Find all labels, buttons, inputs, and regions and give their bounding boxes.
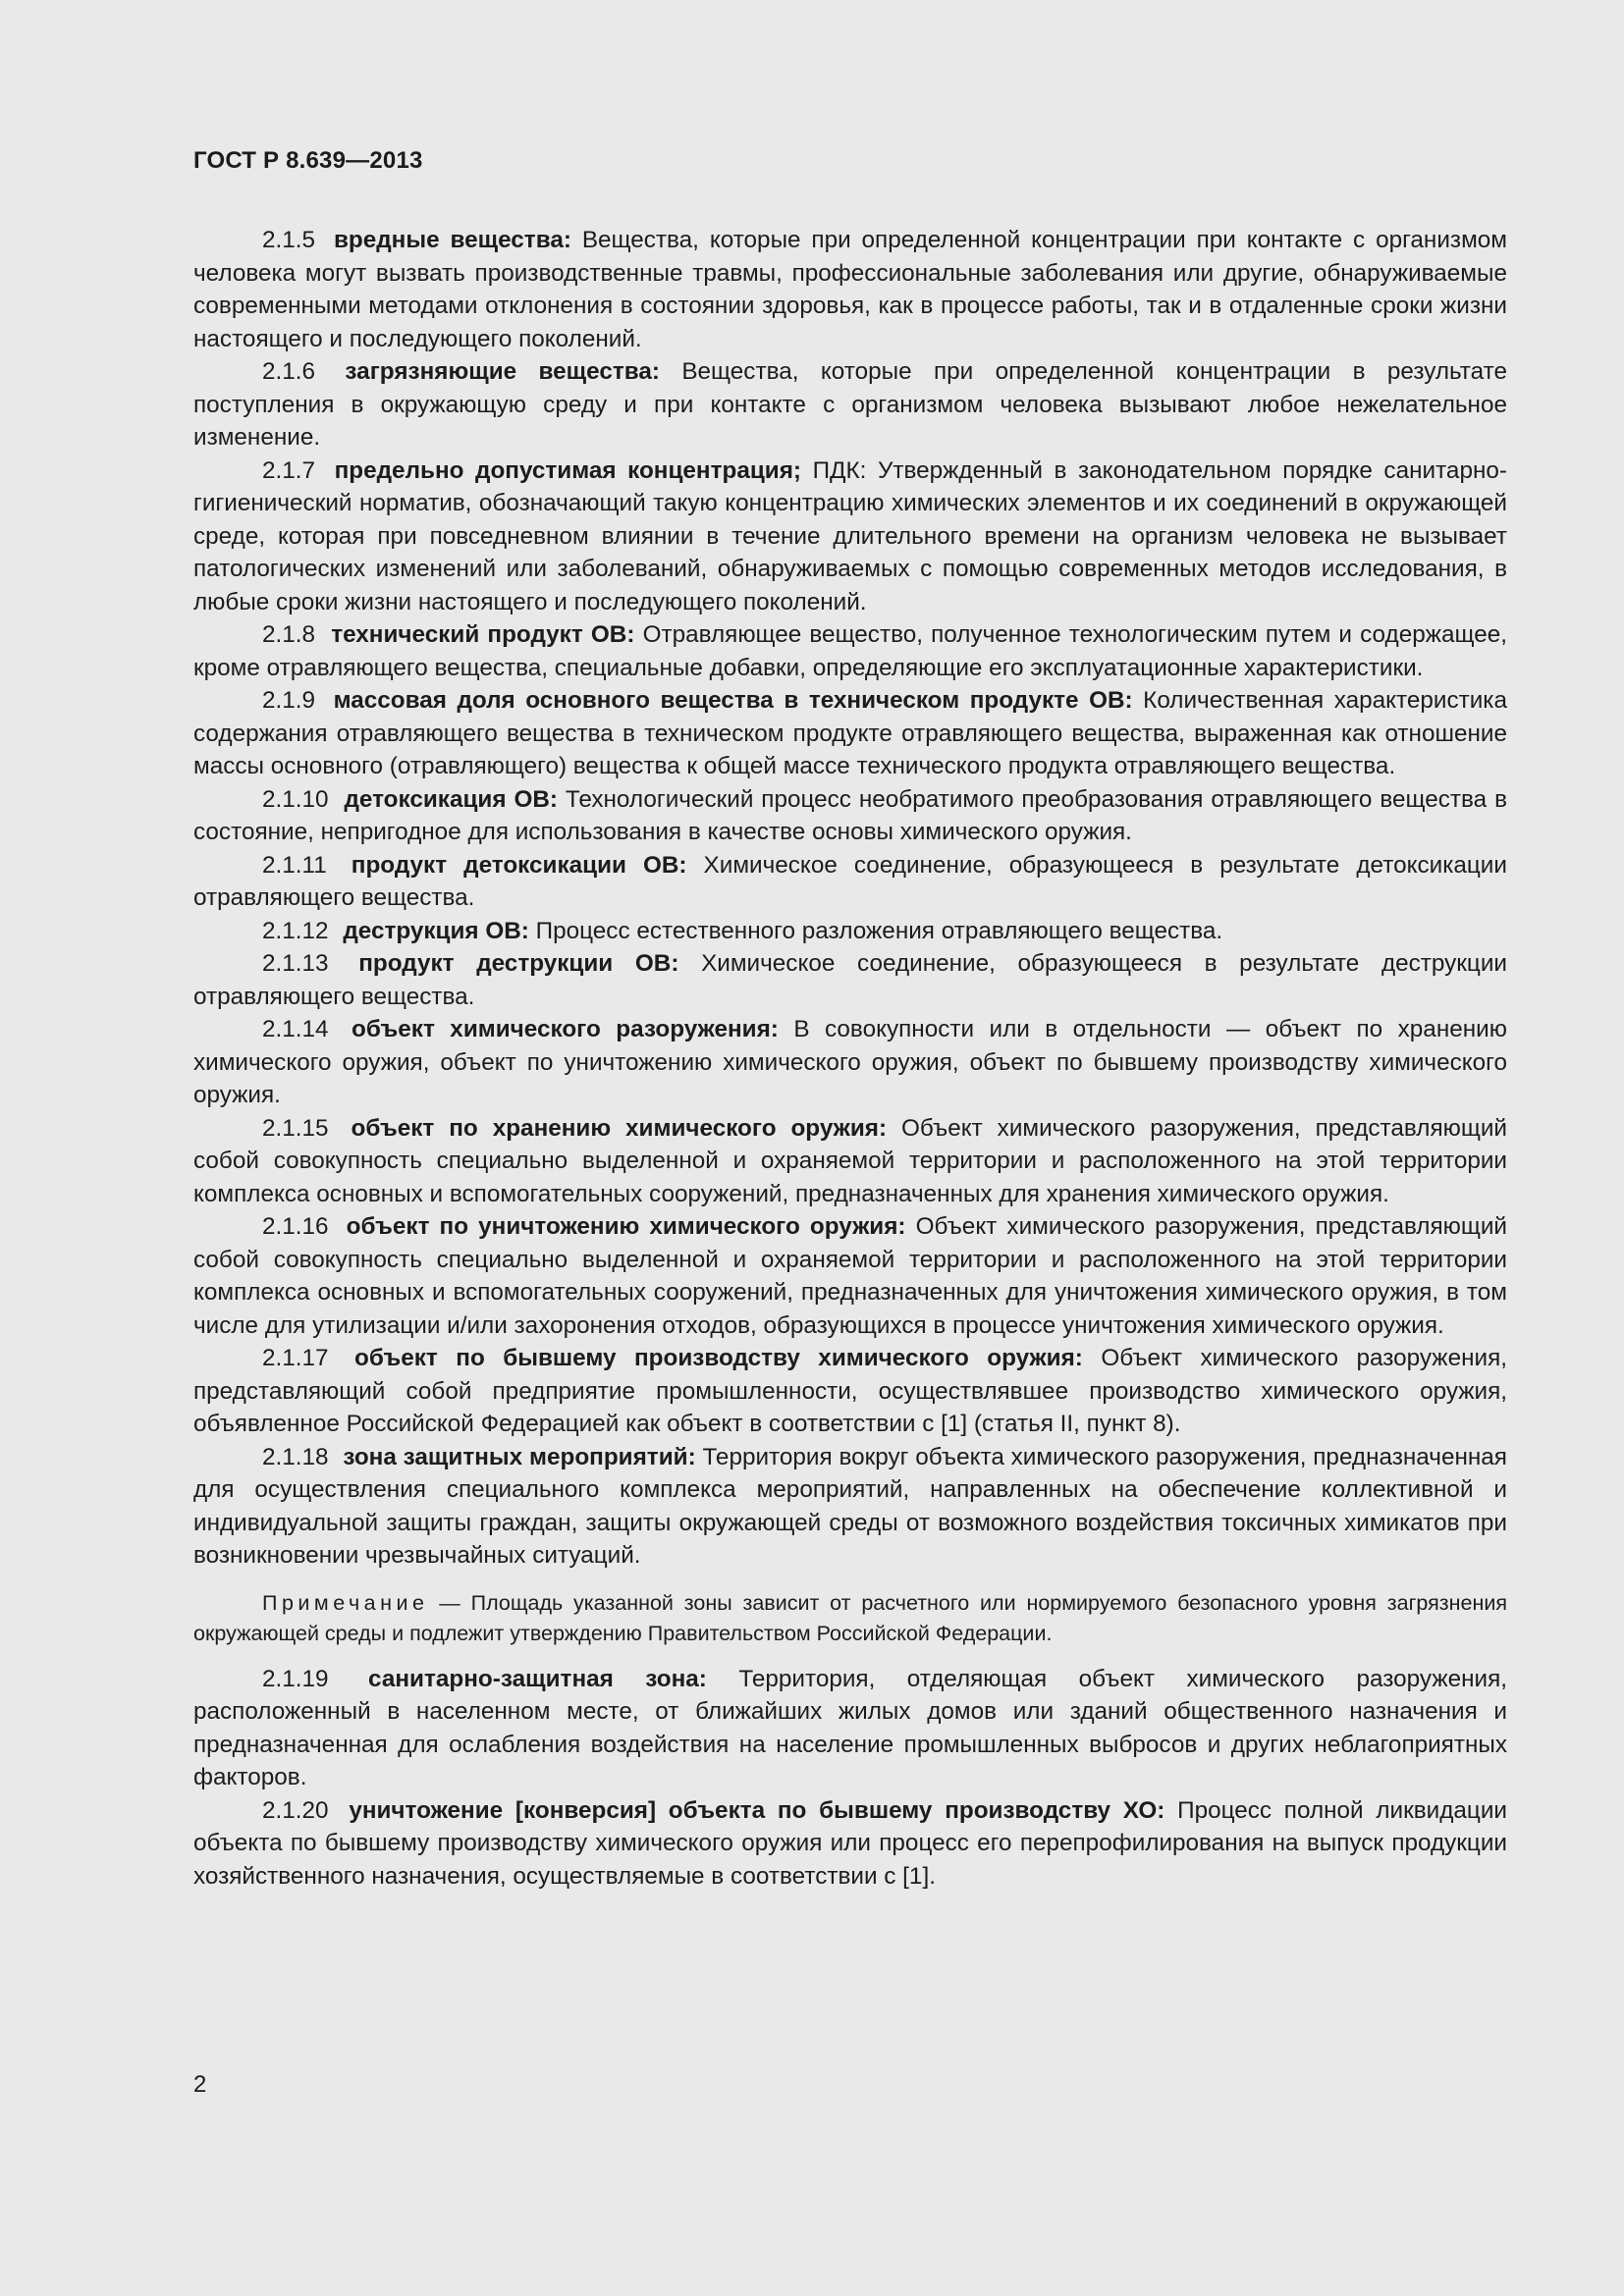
- definition-number: 2.1.7: [262, 456, 316, 484]
- definition-text: Процесс естественного разложения отравляющего вещества.: [535, 917, 1223, 944]
- definition-2-1-8: [193, 618, 1507, 684]
- definition-term: предельно допустимая концентрация;: [334, 456, 801, 484]
- definition-term: объект по уничтожению химического оружия:: [346, 1213, 906, 1240]
- definition-term: технический продукт ОВ:: [331, 621, 635, 648]
- definition-number: 2.1.11: [262, 851, 327, 879]
- definition-text: Отравляющее вещество, полученное технологическим путем и содержащее, кроме отравляющего вещества, специальные добавки, определяющие его эксплуатационные характеристики.: [193, 621, 1507, 681]
- definition-term: деструкция ОВ:: [343, 917, 529, 944]
- definition-2-1-19: [193, 1663, 1507, 1794]
- definition-2-1-14: [193, 1013, 1507, 1112]
- definition-number: 2.1.8: [262, 621, 316, 648]
- definition-2-1-10: [193, 783, 1507, 849]
- definition-number: 2.1.20: [262, 1796, 329, 1824]
- definition-2-1-7: [193, 454, 1507, 619]
- definition-term: объект химического разоружения:: [352, 1016, 779, 1042]
- definition-number: 2.1.5: [262, 227, 316, 253]
- document-header: ГОСТ Р 8.639—2013: [193, 147, 423, 174]
- definition-term: санитарно-защитная зона:: [368, 1665, 707, 1692]
- definition-term: зона защитных мероприятий:: [343, 1443, 696, 1470]
- definition-number: 2.1.14: [262, 1016, 329, 1042]
- definition-2-1-9: [193, 684, 1507, 783]
- page-number: 2: [193, 2071, 207, 2098]
- definition-term: вредные вещества:: [333, 227, 571, 253]
- definition-2-1-12: [193, 915, 1507, 948]
- definition-2-1-5: [193, 224, 1507, 355]
- definition-2-1-16: [193, 1210, 1507, 1342]
- definition-2-1-13: [193, 947, 1507, 1013]
- definition-term: продукт деструкции ОВ:: [358, 950, 679, 977]
- definition-number: 2.1.17: [262, 1345, 329, 1371]
- definition-text: Объект химического разоружения, представляющий собой предприятие промышленности, осуществлявшее производство химического оружия, объявленное Российской Федерацией как объект в соответствии с [1] (статья II, пункт 8).: [193, 1345, 1507, 1437]
- definition-number: 2.1.19: [262, 1665, 329, 1692]
- definition-number: 2.1.16: [262, 1213, 329, 1240]
- definition-term: уничтожение [конверсия] объекта по бывшему производству ХО:: [349, 1796, 1165, 1824]
- definition-2-1-11: [193, 849, 1507, 915]
- definition-text: Химическое соединение, образующееся в результате детоксикации отравляющего вещества.: [193, 851, 1507, 911]
- definition-term: продукт детоксикации ОВ:: [351, 851, 687, 879]
- note-text: — Площадь указанной зоны зависит от расчетного или нормируемого безопасного уровня загрязнения окружающей среды и подлежит утверждению Правительством Российской Федерации.: [193, 1590, 1507, 1645]
- definition-term: объект по бывшему производству химического оружия:: [354, 1345, 1083, 1371]
- definition-text: Территория вокруг объекта химического разоружения, предназначенная для осуществления специального комплекса мероприятий, направленных на обеспечение коллективной и индивидуальной защиты граждан, защиты окружающей среды от возможного воздействия токсичных химикатов при возникновении чрезвычайных ситуаций.: [193, 1443, 1507, 1569]
- definition-text: Количественная характеристика содержания отравляющего вещества в техническом продукте отравляющего вещества, выраженная как отношение массы основного (отравляющего) вещества к общей массе технического продукта отравляющего вещества.: [193, 687, 1507, 779]
- definition-text: Объект химического разоружения, представляющий собой совокупность специально выделенной и охраняемой территории и расположенного на этой территории комплекса основных и вспомогательных сооружений, предназначенных для хранения химического оружия.: [193, 1114, 1507, 1207]
- definition-text: Объект химического разоружения, представляющий собой совокупность специально выделенной и охраняемой территории и расположенного на этой территории комплекса основных и вспомогательных сооружений, предназначенных для уничтожения химического оружия, в том числе для утилизации и/или захоронения отходов, образующихся в процессе уничтожения химического оружия.: [193, 1213, 1507, 1339]
- definitions-content: [193, 224, 1507, 1893]
- definition-text: Процесс полной ликвидации объекта по бывшему производству химического оружия или процесс его перепрофилирования на выпуск продукции хозяйственного назначения, осуществляемые в соответствии с [1].: [193, 1796, 1507, 1890]
- definition-term: детоксикация ОВ:: [344, 785, 558, 813]
- definition-2-1-17: [193, 1342, 1507, 1441]
- definition-number: 2.1.12: [262, 917, 329, 944]
- definition-text: Вещества, которые при определенной концентрации при контакте с организмом человека могут вызвать производственные травмы, профессиональные заболевания или другие, обнаруживаемые современными методами отклонения в состоянии здоровья, как в процессе работы, так и в отдаленные сроки жизни настоящего и последующего поколений.: [193, 227, 1507, 352]
- definition-text: В совокупности или в отдельности — объект по хранению химического оружия, объект по уничтожению химического оружия, объект по бывшему производству химического оружия.: [193, 1016, 1507, 1108]
- definition-text: Химическое соединение, образующееся в результате деструкции отравляющего вещества.: [193, 950, 1507, 1010]
- definition-number: 2.1.18: [262, 1443, 329, 1470]
- definition-number: 2.1.10: [262, 785, 329, 813]
- definition-number: 2.1.6: [262, 358, 316, 385]
- definition-term: загрязняющие вещества:: [345, 358, 660, 385]
- definition-2-1-20: [193, 1794, 1507, 1894]
- definition-number: 2.1.15: [262, 1114, 329, 1142]
- definition-text: Утвержденный в законодательном порядке санитарно-гигиенический норматив, обозначающий такую концентрацию химических элементов и их соединений в окружающей среде, которая при повседневном влиянии в течение длительного времени на организм человека не вызывает патологических изменений или заболеваний, обнаруживаемых с помощью современных методов исследования, в любые сроки жизни настоящего и последующего поколений.: [193, 456, 1507, 615]
- definition-number: 2.1.13: [262, 950, 329, 977]
- definition-abbreviation: ПДК:: [812, 456, 867, 484]
- definition-term: массовая доля основного вещества в техническом продукте ОВ:: [333, 687, 1133, 714]
- definition-term: объект по хранению химического оружия:: [351, 1114, 888, 1142]
- definition-text: Территория, отделяющая объект химического разоружения, расположенный в населенном месте, от ближайших жилых домов или зданий общественного назначения и предназначенная для ослабления воздействия на население промышленных выбросов и других неблагоприятных факторов.: [193, 1665, 1507, 1790]
- definition-2-1-18: [193, 1441, 1507, 1573]
- definition-2-1-6: [193, 355, 1507, 454]
- note-paragraph: [193, 1588, 1507, 1649]
- definition-text: Технологический процесс необратимого преобразования отравляющего вещества в состояние, непригодное для использования в качестве основы химического оружия.: [193, 785, 1507, 845]
- note-label: Примечание: [262, 1590, 429, 1615]
- definition-2-1-15: [193, 1112, 1507, 1211]
- definition-number: 2.1.9: [262, 687, 316, 714]
- definition-text: Вещества, которые при определенной концентрации в результате поступления в окружающую среду и при контакте с организмом человека вызывают любое нежелательное изменение.: [193, 358, 1507, 451]
